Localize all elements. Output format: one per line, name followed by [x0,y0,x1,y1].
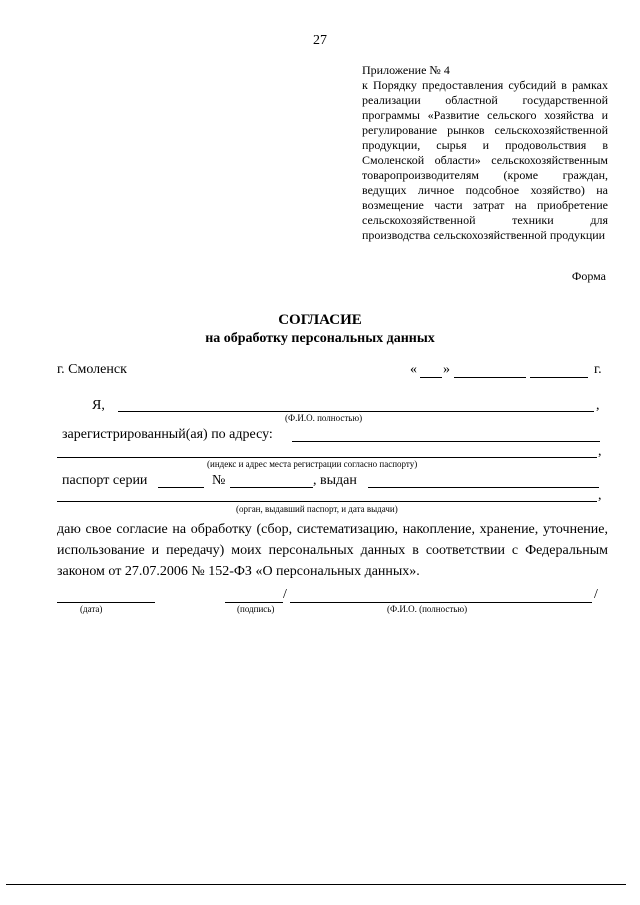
address-caption: (индекс и адрес места регистрации согласно паспорту) [207,459,418,469]
page-bottom-rule [6,884,626,885]
signature-slash-2: / [594,587,598,602]
passport-series-label: паспорт серии [62,473,148,488]
address-field-1[interactable] [292,441,600,442]
date-year-field[interactable] [530,377,588,378]
passport-number-field[interactable] [230,487,313,488]
signature-fio-field[interactable] [290,602,592,603]
address-field-2[interactable] [57,457,597,458]
appendix-title: Приложение № 4 [362,63,450,77]
issued-by-field-2[interactable] [57,501,597,502]
document-subtitle: на обработку персональных данных [205,331,435,346]
date-open-quote: « [410,362,417,377]
appendix-block [362,63,608,243]
year-suffix: г. [594,362,602,377]
date-day-field[interactable] [420,377,442,378]
address-comma: , [598,444,602,459]
i-label: Я, [92,398,105,413]
form-label: Форма [571,269,606,283]
signature-field[interactable] [225,602,283,603]
issued-label: , выдан [313,473,357,488]
passport-number-sign: № [212,473,226,488]
fio-field[interactable] [118,411,594,412]
date-caption: (дата) [80,604,103,614]
date-close-quote: » [443,362,450,377]
appendix-body: к Порядку предоставления субсидий в рамках реализации областной государственной программы «Развитие сельского хозяйства и регулирование рынков сельскохозяйственной продукции, сырья и продовольствия в Смоленской области» сельскохозяйственным товаропроизводителям (кроме граждан, ведущих личное подсобное хозяйство) на возмещение части затрат на приобретение сельскохозяйственной техники для производства сельскохозяйственной продукции [362,78,608,242]
page-number: 27 [313,33,327,48]
date-month-field[interactable] [454,377,526,378]
passport-series-field[interactable] [158,487,204,488]
fio-comma: , [596,398,600,413]
issued-comma: , [598,488,602,503]
signature-caption: (подпись) [237,604,275,614]
issued-by-field-1[interactable] [368,487,599,488]
fio-full-caption: (Ф.И.О. (полностью) [387,604,468,614]
consent-text: даю свое согласие на обработку (сбор, систематизацию, накопление, хранение, уточнение, использование и передачу) моих персональных данных в соответствии с Федеральным законом от 27.07.2006 № 152-ФЗ «О персональных данных». [57,522,608,579]
fio-caption: (Ф.И.О. полностью) [285,413,363,423]
registered-label: зарегистрированный(ая) по адресу: [62,427,273,442]
document-title: СОГЛАСИЕ [278,312,362,328]
city-label: г. Смоленск [57,362,127,377]
signature-date-field[interactable] [57,602,155,603]
signature-slash-1: / [283,587,287,602]
issuer-caption: (орган, выдавший паспорт, и дата выдачи) [236,504,398,514]
